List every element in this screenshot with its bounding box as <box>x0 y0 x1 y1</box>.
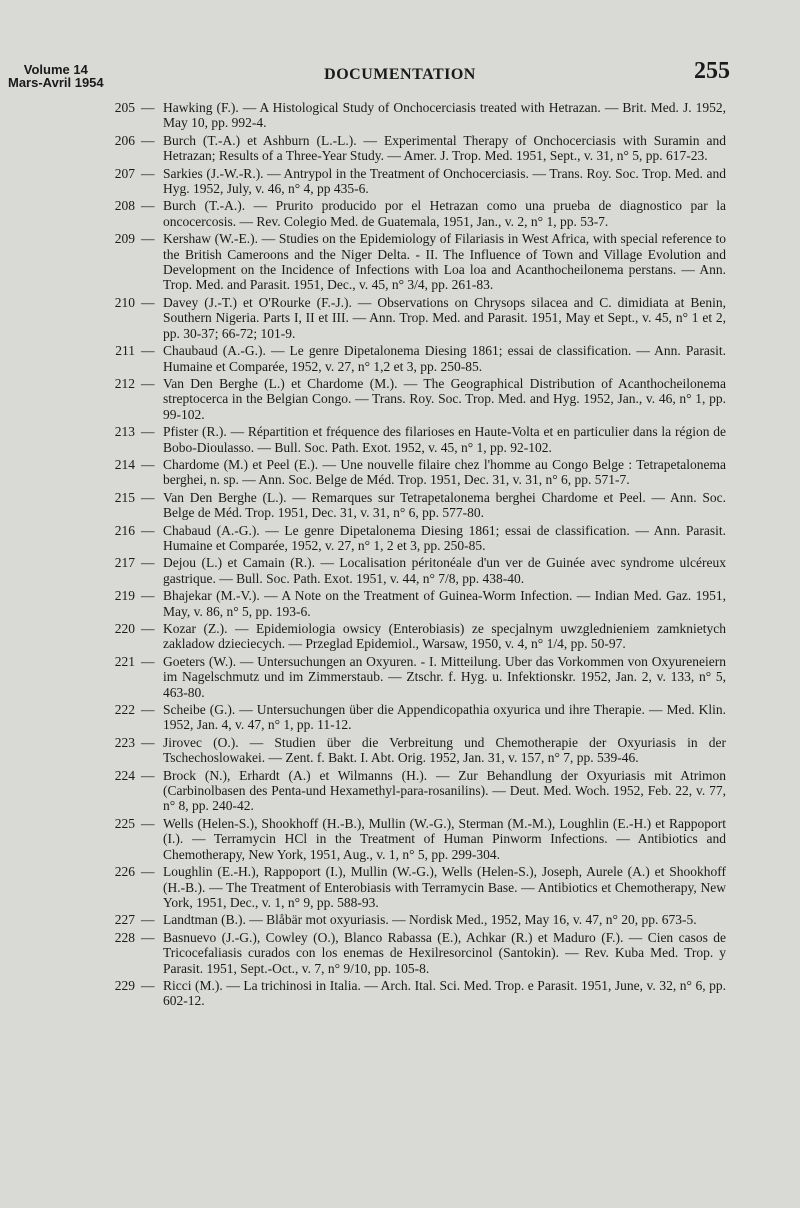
list-item <box>108 376 726 422</box>
entry-dash: — <box>141 815 155 831</box>
list-item <box>108 100 726 131</box>
entry-text: Kozar (Z.). — Epidemiologia owsicy (Enterobiasis) ze specjalnym uwzglednieniem zamknietych zakladow dzieciecych. — Przeglad Epidemiol., Warsaw, 1950, v. 4, n° 1/4, pp. 50-97. <box>163 621 726 652</box>
list-item <box>108 654 726 700</box>
entry-dash: — <box>141 489 155 505</box>
entry-number: 210 <box>114 294 135 310</box>
entry-text: Burch (T.-A.) et Ashburn (L.-L.). — Experimental Therapy of Onchocerciasis with Suramin and Hetrazan; Results of a Three-Year Study. — Amer. J. Trop. Med. 1951, Sept., v. 31, n° 5, pp. 617-23. <box>163 132 726 164</box>
entry-text: Wells (Helen-S.), Shookhoff (H.-B.), Mullin (W.-G.), Sterman (M.-M.), Loughlin (E.-H.) et Rappoport (I.). — Terramycin HCl in the Treatment of Human Pinworm Infections. — Antibiotics and Chemotherapy, New York, 1951, Aug., v. 1, n° 5, pp. 299-304. <box>163 815 726 862</box>
entry-dash: — <box>141 912 155 928</box>
entry-number: 208 <box>114 198 135 214</box>
entry-dash: — <box>141 456 155 472</box>
list-item <box>108 457 726 488</box>
entry-dash: — <box>141 424 155 440</box>
entry-dash: — <box>141 588 155 604</box>
entry-number: 207 <box>114 165 135 181</box>
list-item <box>108 198 726 229</box>
entry-dash: — <box>141 767 155 783</box>
list-item <box>108 295 726 341</box>
entry-text: Pfister (R.). — Répartition et fréquence des filarioses en Haute-Volta et en particulier dans la région de Bobo-Dioulasso. — Bull. Soc. Path. Exot. 1952, v. 45, n° 1, pp. 92-102. <box>163 424 726 455</box>
entry-dash: — <box>141 100 155 115</box>
entry-number: 216 <box>114 522 135 538</box>
entry-dash: — <box>141 653 155 669</box>
entry-dash: — <box>141 977 155 993</box>
entry-number: 212 <box>114 375 135 391</box>
entry-number: 215 <box>114 489 135 505</box>
list-item <box>108 912 726 927</box>
entry-number: 217 <box>114 555 135 571</box>
list-item <box>108 864 726 910</box>
list-item <box>108 555 726 586</box>
entry-number: 224 <box>114 767 135 783</box>
issue-label: Mars-Avril 1954 <box>8 75 104 90</box>
entry-number: 214 <box>114 456 135 472</box>
entry-text: Ricci (M.). — La trichinosi in Italia. — Arch. Ital. Sci. Med. Trop. e Parasit. 1951, June, v. 32, n° 6, pp. 602-12. <box>163 977 726 1009</box>
entry-number: 226 <box>114 864 135 880</box>
entry-dash: — <box>141 165 155 181</box>
entry-number: 223 <box>114 734 135 750</box>
entry-number: 222 <box>114 702 135 718</box>
entry-dash: — <box>141 522 155 538</box>
entry-dash: — <box>141 132 155 148</box>
list-item <box>108 490 726 521</box>
entry-text: Chaubaud (A.-G.). — Le genre Dipetalonema Diesing 1861; essai de classification. — Ann. Parasit. Humaine et Comparée, 1952, v. 27, n° 1,2 et 3, pp. 250-85. <box>163 343 726 374</box>
list-item <box>108 816 726 862</box>
entry-dash: — <box>141 343 155 359</box>
entry-text: Chabaud (A.-G.). — Le genre Dipetalonema Diesing 1861; essai de classification. — Ann. Parasit. Humaine et Comparée, 1952, v. 27, n° 1, 2 et 3, pp. 250-85. <box>163 522 726 553</box>
entry-number: 205 <box>114 100 135 115</box>
entry-dash: — <box>141 294 155 310</box>
entry-text: Van Den Berghe (L.) et Chardome (M.). — The Geographical Distribution of Acanthocheilonema streptocerca in the Belgian Congo. — Trans. Roy. Soc. Trop. Med. and Hyg. 1952, Jan., v. 46, n° 1, pp. 99-102. <box>163 375 726 422</box>
list-item <box>108 978 726 1009</box>
entry-text: Davey (J.-T.) et O'Rourke (F.-J.). — Observations on Chrysops silacea and C. dimidiata at Benin, Southern Nigeria. Parts I, II et III. — Ann. Trop. Med. and Parasit. 1951, May et Sept., v. 45, n° 1 et 2, pp. 30-37; 66-72; 101-9. <box>163 294 726 341</box>
entry-dash: — <box>141 702 155 718</box>
entry-number: 220 <box>114 621 135 636</box>
entry-number: 211 <box>115 343 135 359</box>
bibliography-list <box>108 100 726 1011</box>
entry-text: Van Den Berghe (L.). — Remarques sur Tetrapetalonema berghei Chardome et Peel. — Ann. Soc. Belge de Méd. Trop. 1951, Dec. 31, v. 31, n° 6, pp. 577-80. <box>163 489 726 521</box>
entry-number: 229 <box>114 977 135 993</box>
entry-text: Brock (N.), Erhardt (A.) et Wilmanns (H.). — Zur Behandlung der Oxyuriasis mit Atrimon (Carbinolbasen des Penta-und Hexamethyl-para-rosanilins). — Deut. Med. Woch. 1952, Feb. 22, v. 77, n° 8, pp. 240-42. <box>163 767 726 814</box>
list-item <box>108 735 726 766</box>
entry-text: Scheibe (G.). — Untersuchungen über die Appendicopathia oxyurica und ihre Therapie. — Med. Klin. 1952, Jan. 4, v. 47, n° 1, pp. 11-12. <box>163 702 726 733</box>
entry-text: Basnuevo (J.-G.), Cowley (O.), Blanco Rabassa (E.), Achkar (R.) et Maduro (F.). — Cien casos de Tricocefaliasis curados con los enemas de Hexilresorcinol (Santokin). — Rev. Kuba Med. Trop. y Parasit. 1951, Sept.-Oct., v. 7, n° 9/10, pp. 105-8. <box>163 929 726 976</box>
list-item <box>108 523 726 554</box>
entry-number: 221 <box>114 653 135 669</box>
entry-text: Jirovec (O.). — Studien über die Verbreitung und Chemotherapie der Oxyuriasis in der Tschechoslowakei. — Zent. f. Bakt. I. Abt. Orig. 1952, Jan. 31, v. 157, n° 7, pp. 539-46. <box>163 734 726 766</box>
list-item <box>108 702 726 733</box>
list-item <box>108 930 726 976</box>
entry-dash: — <box>141 231 155 247</box>
entry-number: 206 <box>114 132 135 148</box>
entry-dash: — <box>141 734 155 750</box>
list-item <box>108 621 726 652</box>
entry-text: Goeters (W.). — Untersuchungen an Oxyuren. - I. Mitteilung. Uber das Vorkommen von Oxyureneiern im Nagelschmutz und im Zimmerstaub. — Ztschr. f. Hyg. u. Infektionskr. 1952, Jan. 2, v. 133, n° 5, 463-80. <box>163 653 726 700</box>
list-item <box>108 424 726 455</box>
entry-text: Kershaw (W.-E.). — Studies on the Epidemiology of Filariasis in West Africa, with special reference to the British Cameroons and the Niger Delta. - II. The Influence of Town and Village Evolution and Development on the Incidence of Infections with Loa loa and Acanthocheilonema perstans. — Ann. Trop. Med. and Parasit. 1951, Dec., v. 45, n° 3/4, pp. 261-83. <box>163 231 726 293</box>
entry-dash: — <box>141 929 155 945</box>
entry-text: Sarkies (J.-W.-R.). — Antrypol in the Treatment of Onchocerciasis. — Trans. Roy. Soc. Trop. Med. and Hyg. 1952, July, v. 46, n° 4, pp 435-6. <box>163 165 726 197</box>
list-item <box>108 231 726 293</box>
page-number: 255 <box>694 58 730 84</box>
entry-dash: — <box>141 375 155 391</box>
volume-label: Volume 14 <box>23 62 88 77</box>
entry-number: 219 <box>114 588 135 604</box>
entry-number: 209 <box>114 231 135 247</box>
entry-text: Loughlin (E.-H.), Rappoport (I.), Mullin (W.-G.), Wells (Helen-S.), Joseph, Aurele (A.) et Shookhoff (H.-B.). — The Treatment of Enterobiasis with Terramycin Base. — Antibiotics et Chemotherapy, New York, 1951, Dec., v. 1, n° 9, pp. 588-93. <box>163 864 726 910</box>
entry-number: 227 <box>114 912 135 928</box>
page-title: DOCUMENTATION <box>324 66 476 83</box>
list-item <box>108 133 726 164</box>
entry-text: Dejou (L.) et Camain (R.). — Localisation péritonéale d'un ver de Guinée avec syndrome ulcéreux gastrique. — Bull. Soc. Path. Exot. 1951, v. 44, n° 7/8, pp. 438-40. <box>163 555 726 586</box>
entry-dash: — <box>141 198 155 214</box>
list-item <box>108 166 726 197</box>
entry-text: Bhajekar (M.-V.). — A Note on the Treatment of Guinea-Worm Infection. — Indian Med. Gaz. 1951, May, v. 86, n° 5, pp. 193-6. <box>163 588 726 619</box>
entry-dash: — <box>141 555 155 571</box>
entry-number: 213 <box>114 424 135 440</box>
list-item <box>108 343 726 374</box>
entry-text: Chardome (M.) et Peel (E.). — Une nouvelle filaire chez l'homme au Congo Belge : Tetrapetalonema berghei, n. sp. — Ann. Soc. Belge de Méd. Trop. 1951, Dec. 31, v. 31, n° 6, pp. 571-7. <box>163 456 726 488</box>
entry-number: 225 <box>114 815 135 831</box>
entry-dash: — <box>141 621 155 636</box>
entry-dash: — <box>141 864 155 880</box>
list-item <box>108 768 726 814</box>
entry-text: Burch (T.-A.). — Prurito producido por el Hetrazan como una prueba de diagnostico par la oncocercosis. — Rev. Colegio Med. de Guatemala, 1951, Jan., v. 2, n° 1, pp. 53-7. <box>163 198 726 229</box>
entry-text: Hawking (F.). — A Histological Study of Onchocerciasis treated with Hetrazan. — Brit. Med. J. 1952, May 10, pp. 992-4. <box>163 100 726 131</box>
entry-number: 228 <box>114 929 135 945</box>
entry-text: Landtman (B.). — Blåbär mot oxyuriasis. — Nordisk Med., 1952, May 16, v. 47, n° 20, pp. 673-5. <box>163 912 697 928</box>
list-item <box>108 588 726 619</box>
